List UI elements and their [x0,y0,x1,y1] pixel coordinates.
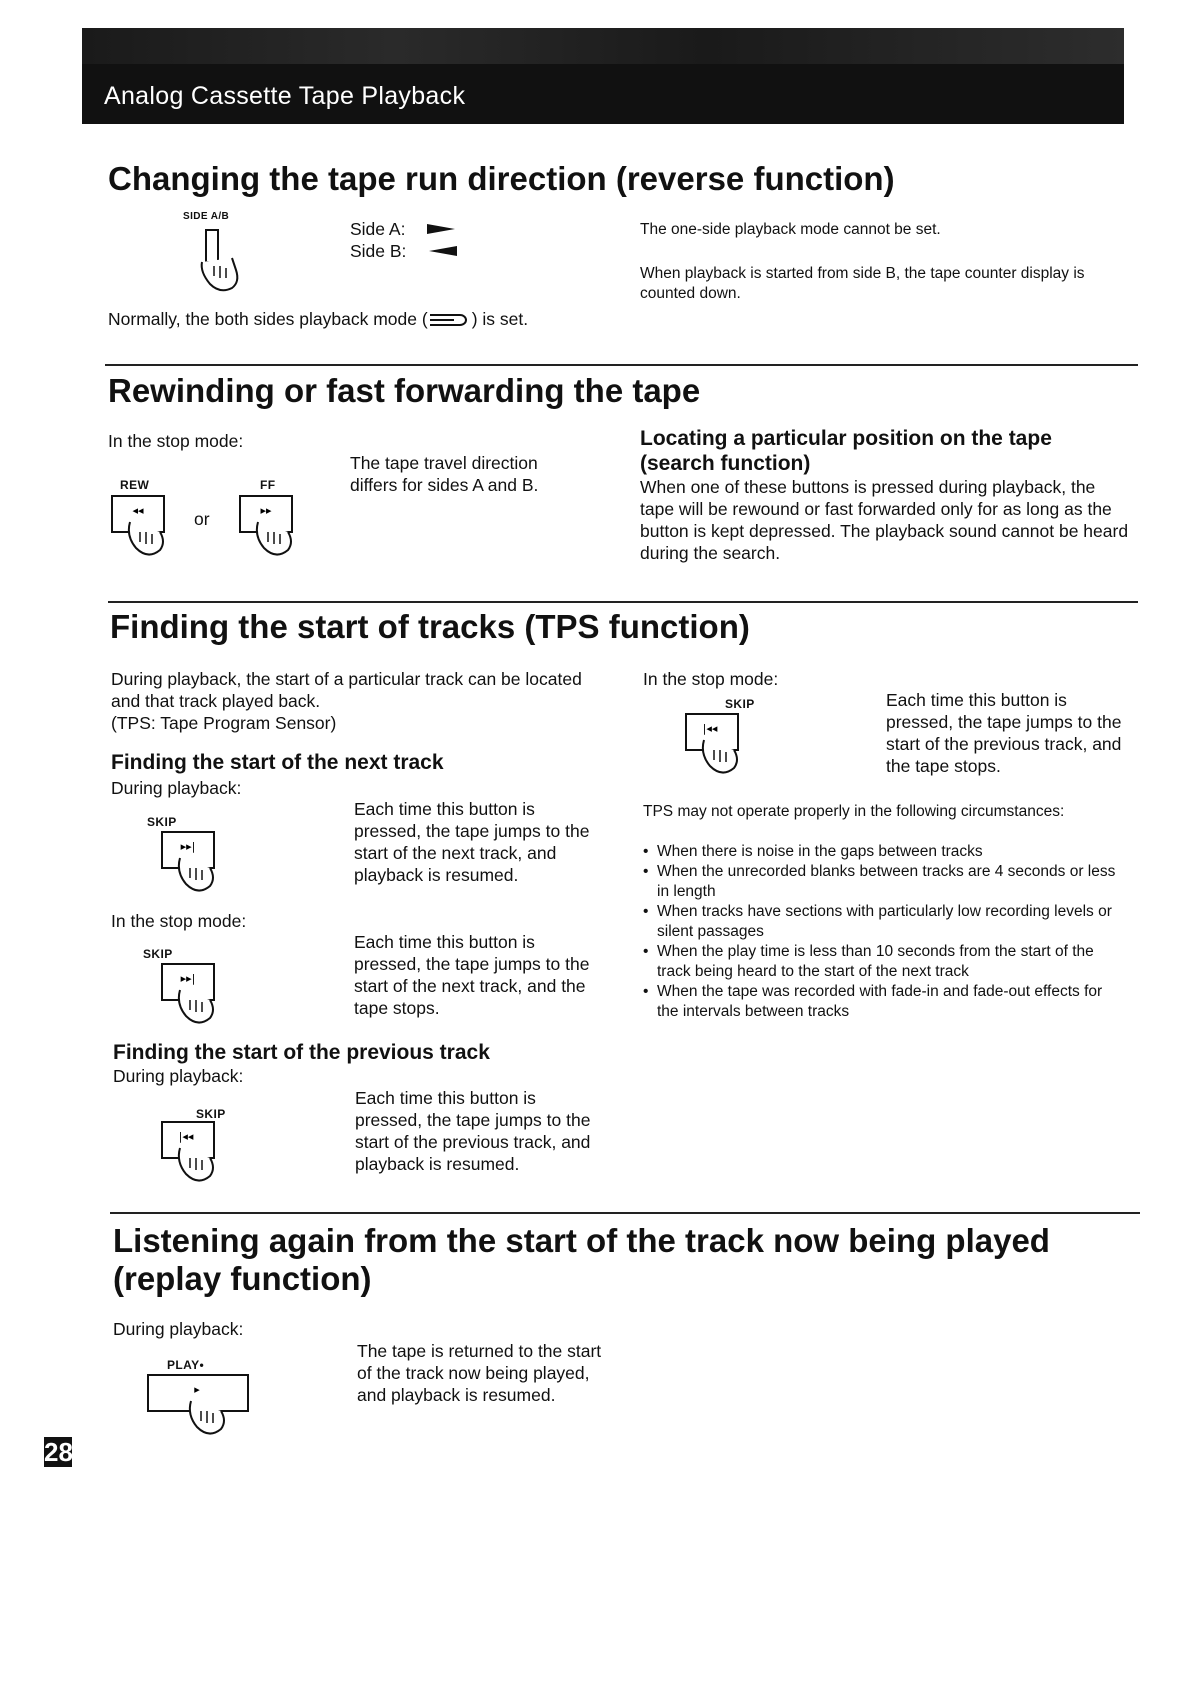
both-sides-mode-text [108,308,588,330]
ff-label: FF [260,478,276,492]
search-heading: Locating a particular position on the tape (search function) [640,427,1052,475]
section-title: Analog Cassette Tape Playback [104,82,466,110]
side-b-arrow-icon [425,244,459,258]
direction-text: The tape travel direction differs for sides A and B. [350,453,539,495]
or-text: or [194,509,210,529]
replay-during-playback: During playback: [113,1319,244,1339]
next-track-heading: Finding the start of the next track [111,751,444,774]
side-a-text: Side A: [350,219,406,239]
side-b-text: Side B: [350,241,407,261]
next-play-text: Each time this button is pressed, the tape jumps to the start of the next track, and playback is resumed. [354,799,590,885]
reverse-heading: Changing the tape run direction (reverse function) [108,160,895,197]
tps-conditions-list [643,842,1123,1022]
ff-button-icon [236,494,300,564]
skip-label: SKIP [725,697,755,711]
divider [105,364,1138,366]
skip-next-button-icon [158,830,224,902]
side-a-arrow-icon [425,222,459,236]
svg-text:▸: ▸ [194,1383,200,1396]
list-item: • When the unrecorded blanks between tracks are 4 seconds or less in length [643,862,1123,902]
replay-heading: Listening again from the start of the track now being played (replay function) [113,1222,1050,1297]
list-item: • When there is noise in the gaps between tracks [643,842,1123,862]
svg-text:▸▸: ▸▸ [260,504,272,517]
side-ab-button-icon [188,226,258,296]
side-b-counter-note: When playback is started from side B, the tape counter display is counted down. [640,265,1085,302]
svg-text:|◂◂: |◂◂ [702,722,718,735]
tps-abbrev: (TPS: Tape Program Sensor) [111,713,337,733]
tps-intro: During playback, the start of a particular track can be located and that track played back. [111,669,582,711]
svg-text:▸▸|: ▸▸| [180,840,196,853]
skip-prev-stop-button-icon [682,712,752,784]
replay-text: The tape is returned to the start of the track now being played, and playback is resumed. [357,1341,602,1405]
prev-play-text: Each time this button is pressed, the tape jumps to the start of the previous track, and playback is resumed. [355,1088,591,1174]
skip-next-stop-button-icon [158,962,224,1034]
skip-label: SKIP [196,1107,226,1121]
search-text: When one of these buttons is pressed during playback, the tape will be rewound or fast forwarded only for as long as the button is kept depressed. The playback sound cannot be heard during the search. [640,477,1129,563]
tps-heading: Finding the start of tracks (TPS function) [110,608,750,645]
both-sides-text-post: ) is set. [471,309,529,329]
play-label: PLAY• [167,1358,205,1372]
prev-stop-text: Each time this button is pressed, the tape jumps to the start of the previous track, and the tape stops. [886,690,1122,776]
one-side-note: The one-side playback mode cannot be set. [640,221,941,238]
both-sides-mode-icon [428,311,472,327]
play-button-icon [145,1373,255,1445]
svg-text:|◂◂: |◂◂ [178,1130,194,1143]
skip-prev-button-icon [158,1120,228,1192]
rew-label: REW [120,478,150,492]
stop-mode-prev: In the stop mode: [643,669,779,689]
page-number: 28 [44,1437,73,1467]
rew-button-icon [108,494,172,564]
next-stop-text: Each time this button is pressed, the tape jumps to the start of the next track, and the tape stops. [354,932,590,1018]
stop-mode-next: In the stop mode: [111,911,247,931]
skip-label: SKIP [143,947,173,961]
during-playback-prev: During playback: [113,1066,244,1086]
during-playback-next: During playback: [111,778,242,798]
svg-text:◂◂: ◂◂ [132,504,144,517]
side-ab-label: SIDE A/B [183,211,230,222]
prev-track-heading: Finding the start of the previous track [113,1041,490,1064]
svg-text:▸▸|: ▸▸| [180,972,196,985]
tps-note: TPS may not operate properly in the following circumstances: [643,803,1065,820]
skip-label: SKIP [147,815,177,829]
list-item: • When the tape was recorded with fade-in and fade-out effects for the intervals between tracks [643,982,1123,1022]
rewind-heading: Rewinding or fast forwarding the tape [108,372,701,409]
list-item: • When tracks have sections with particularly low recording levels or silent passages [643,902,1123,942]
section-header-bar [82,28,1124,124]
divider [110,1212,1140,1214]
rewind-stop-mode: In the stop mode: [108,431,244,451]
list-item: • When the play time is less than 10 seconds from the start of the track being heard to the start of the next track [643,942,1123,982]
header-texture [82,28,1124,64]
both-sides-text-pre: Normally, the both sides playback mode ( [108,309,428,329]
divider [108,601,1138,603]
